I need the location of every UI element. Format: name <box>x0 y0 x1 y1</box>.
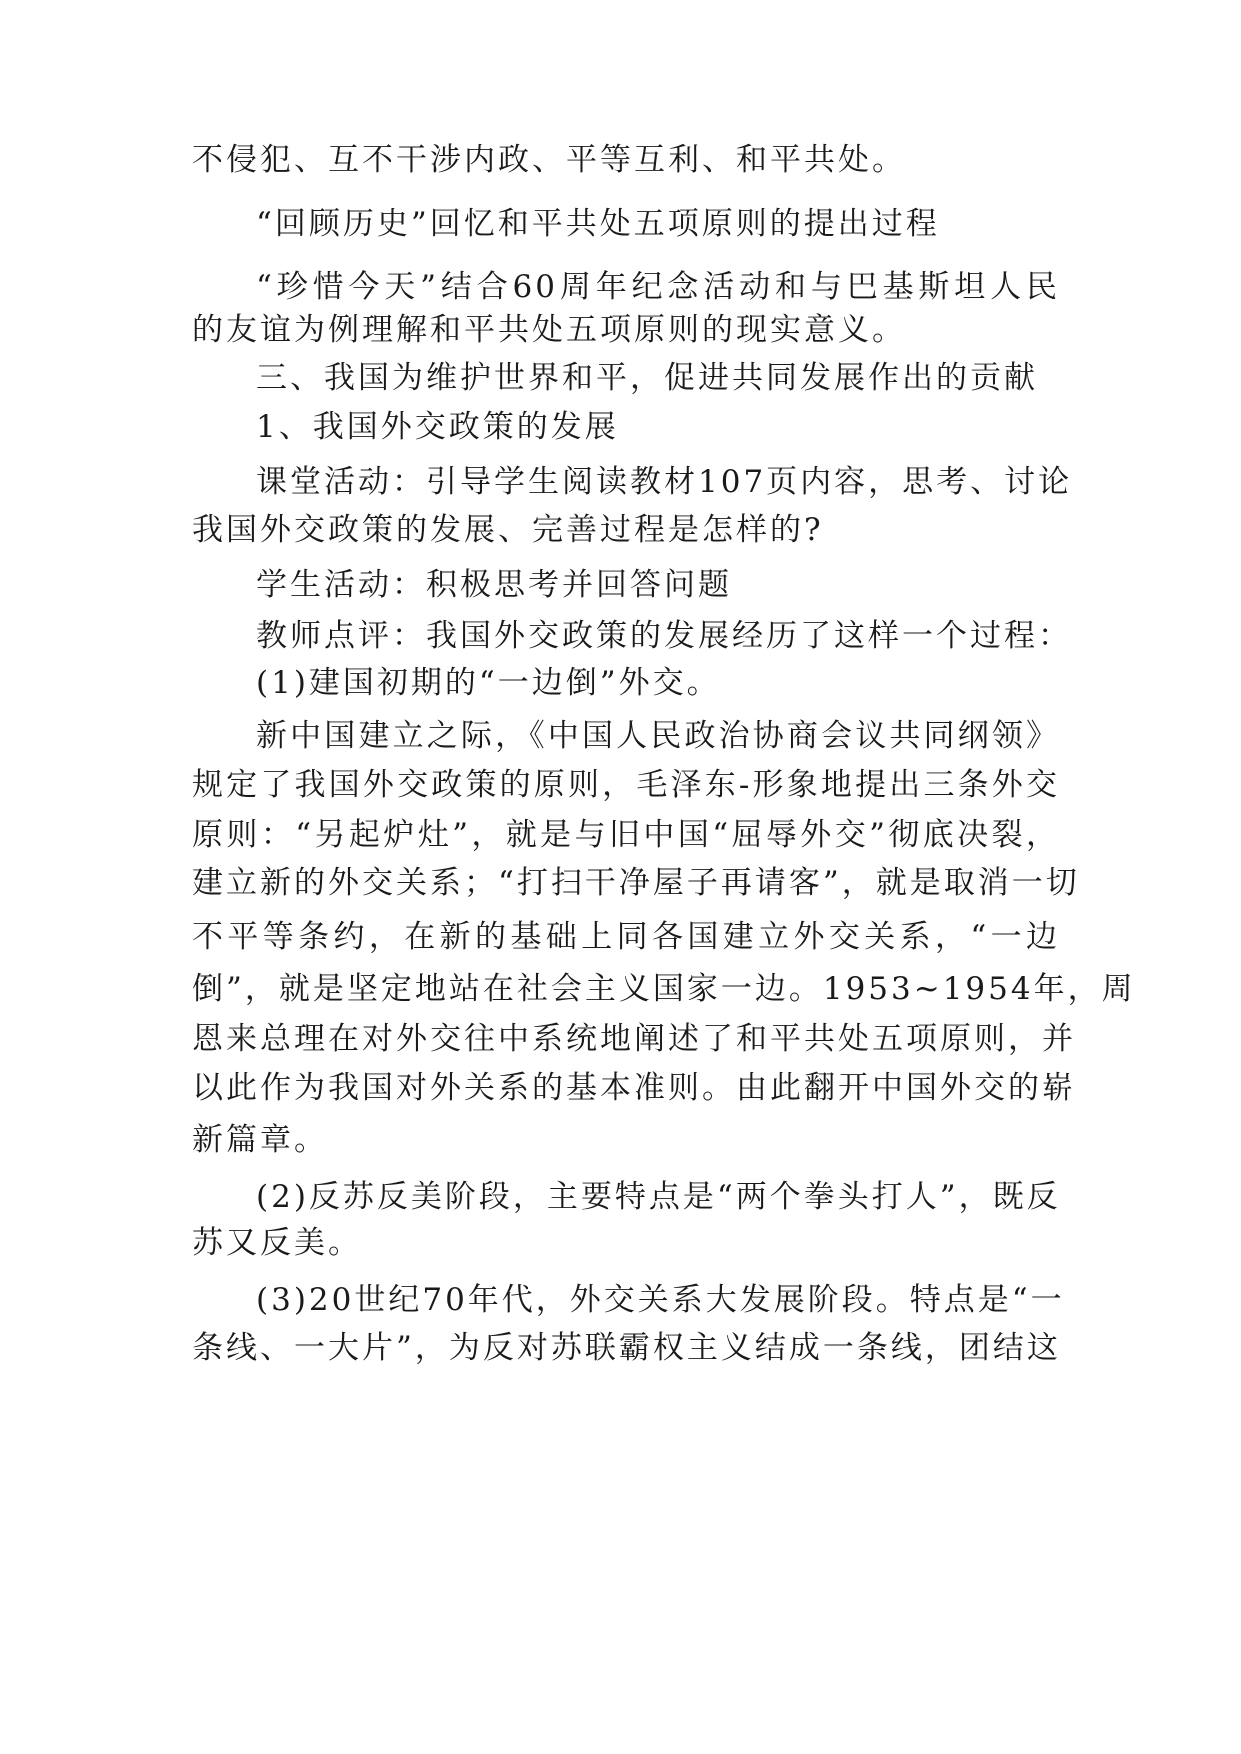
text-line: 倒”，就是坚定地站在社会主义国家一边。1953~1954年，周 <box>192 971 1136 1007</box>
text-line: 新篇章。 <box>192 1122 328 1158</box>
text-line: “珍惜今天”结合60周年纪念活动和与巴基斯坦人民 <box>256 269 1060 305</box>
text-line: 恩来总理在对外交往中系统地阐述了和平共处五项原则，并 <box>192 1021 1076 1057</box>
text-line: 建立新的外交关系；“打扫干净屋子再请客”，就是取消一切 <box>192 865 1080 901</box>
text-line: 以此作为我国对外关系的基本准则。由此翻开中国外交的崭 <box>192 1070 1076 1106</box>
text-line: “回顾历史”回忆和平共处五项原则的提出过程 <box>256 206 940 242</box>
text-line: 规定了我国外交政策的原则，毛泽东-形象地提出三条外交 <box>192 767 1060 803</box>
text-line: 原则：“另起炉灶”，就是与旧中国“屈辱外交”彻底决裂， <box>192 817 1060 853</box>
text-line: 新中国建立之际，《中国人民政治协商会议共同纲领》 <box>256 718 1060 754</box>
text-line: 我国外交政策的发展、完善过程是怎样的? <box>192 512 824 548</box>
text-line: 的友谊为例理解和平共处五项原则的现实意义。 <box>192 312 906 348</box>
section-heading: 三、我国为维护世界和平，促进共同发展作出的贡献 <box>256 360 1038 396</box>
text-line: 不平等条约，在新的基础上同各国建立外交关系，“一边 <box>192 919 1060 955</box>
list-item: (3)20世纪70年代，外交关系大发展阶段。特点是“一 <box>256 1282 1065 1318</box>
subsection-heading: 1、我国外交政策的发展 <box>256 409 619 445</box>
list-item: (1)建国初期的“一边倒”外交。 <box>256 665 721 701</box>
text-line: 学生活动：积极思考并回答问题 <box>256 567 732 603</box>
text-line: 不侵犯、互不干涉内政、平等互利、和平共处。 <box>192 142 906 178</box>
text-line: 苏又反美。 <box>192 1225 362 1261</box>
text-line: 条线、一大片”，为反对苏联霸权主义结成一条线，团结这 <box>192 1330 1061 1366</box>
text-line: 教师点评：我国外交政策的发展经历了这样一个过程： <box>256 618 1072 654</box>
list-item: (2)反苏反美阶段，主要特点是“两个拳头打人”，既反 <box>256 1179 1061 1215</box>
text-line: 课堂活动：引导学生阅读教材107页内容，思考、讨论 <box>256 464 1073 500</box>
